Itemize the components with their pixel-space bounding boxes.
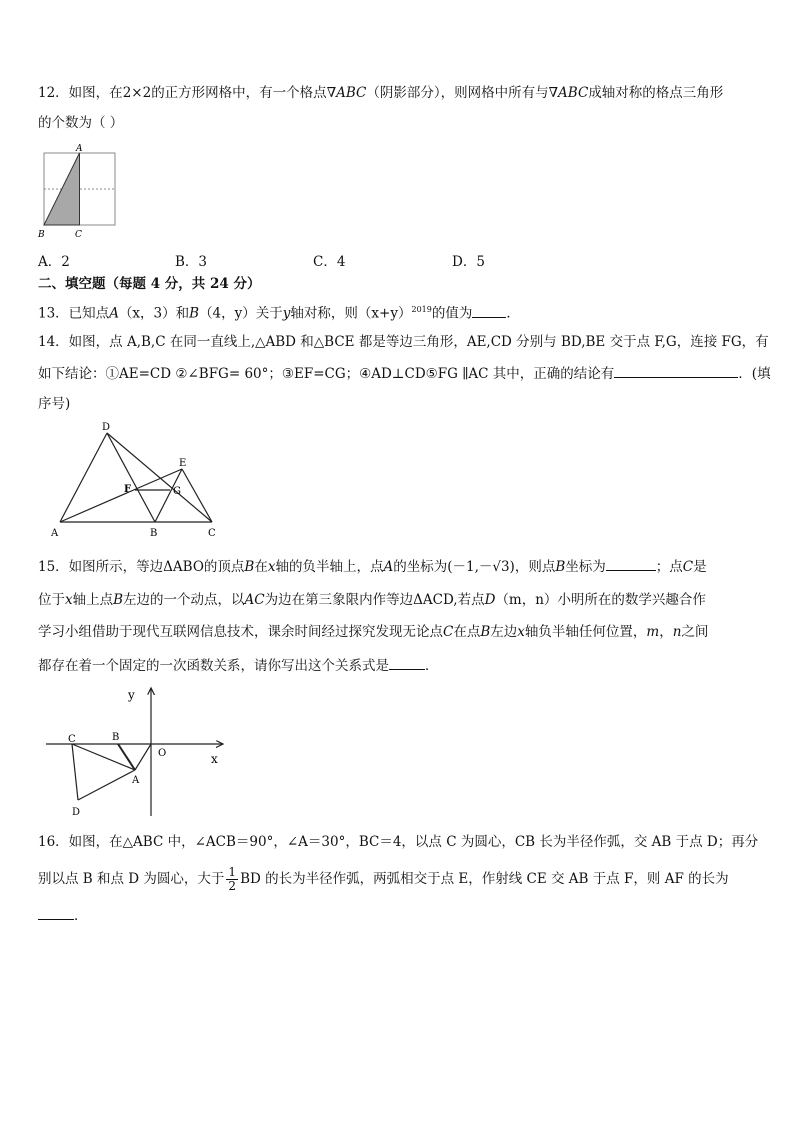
q14-line1: 14．如图，点 A,B,C 在同一直线上,△ABD 和△BCE 都是等边三角形，AE,CD 分别与 BD,BE 交于点 F,G，连接 FG，有 [38, 334, 769, 350]
q14-line3: 序号) [38, 396, 71, 412]
q16-line3: ． [38, 905, 758, 926]
label-x: x [211, 752, 218, 766]
q14-blank [614, 363, 738, 378]
q15-line4: 都存在着一个固定的一次函数关系，请你写出这个关系式是 ． [38, 655, 758, 676]
fraction-half: $\frac{1}{2}$ [228, 865, 237, 893]
q15-line2: 位于x轴上点B左边的一个动点，以AC为边在第三象限内作等边ΔACD,若点D（m，n）小明所在的数学兴趣合作 [38, 592, 706, 608]
q13-blank [472, 303, 506, 318]
choice-c: C．4 [313, 254, 346, 270]
label-a: A [51, 528, 59, 539]
label-b: B [112, 732, 120, 743]
label-o: O [158, 748, 167, 759]
q14-figure [44, 418, 234, 544]
q16-blank [38, 905, 74, 920]
q12-line2: 的个数为（ ） [38, 115, 124, 131]
q15-blank-2 [389, 655, 425, 670]
choice-b: B．3 [175, 254, 208, 270]
label-c: C [68, 734, 76, 745]
label-f: F [124, 484, 132, 495]
label-b: B [38, 230, 45, 239]
label-b: B [150, 528, 158, 539]
label-d: D [102, 422, 111, 433]
q14-line2: 如下结论：①AE=CD ②∠BFG= 60°；③EF=CG；④AD⊥CD⑤FG ∥AC 其中，正确的结论有 ．(填 [38, 363, 758, 384]
q15-line3: 学习小组借助于现代互联网信息技术，课余时间经过探究发现无论点C在点B左边x轴负半轴任何位置，m，n之间 [38, 624, 709, 640]
q12-line1: 12．如图，在2×2的正方形网格中，有一个格点∇ABC（阴影部分），则网格中所有与∇ABC成轴对称的格点三角形 [38, 85, 724, 101]
label-g: G [173, 486, 181, 497]
section-title: 二、填空题（每题 4 分，共 24 分） [38, 276, 261, 292]
q15-blank-1 [606, 556, 656, 571]
q13-line: 13．已知点A（x，3）和B（4，y）关于y轴对称，则$(x+y)^{2019}$的值为 ． [38, 300, 758, 324]
choice-d: D．5 [452, 254, 485, 270]
label-c: C [75, 230, 82, 239]
label-y: y [128, 688, 135, 702]
label-d: D [72, 807, 81, 818]
q12-grid-figure [36, 144, 126, 239]
label-e: E [179, 458, 187, 469]
q15-figure [40, 682, 235, 822]
choice-a: A．2 [38, 254, 70, 270]
q16-line2: 别以点 B 和点 D 为圆心，大于 $\frac{1}{2}$ BD 的长为半径作弧，两弧相交于点 E，作射线 CE 交 AB 于点 F，则 AF 的长为 [38, 865, 729, 893]
label-a: A [76, 144, 83, 154]
q16-line1: 16．如图，在△ABC 中，∠ACB＝90°，∠A＝30°，BC＝4，以点 C 为圆心，CB 长为半径作弧，交 AB 于点 D；再分 [38, 834, 759, 850]
label-a: A [132, 775, 140, 786]
q15-line1: 15．如图所示，等边ΔABO的顶点B在x轴的负半轴上，点A的坐标为(－1,－√3)，则点B坐标为 ；点C是 [38, 556, 758, 577]
label-c: C [208, 528, 216, 539]
